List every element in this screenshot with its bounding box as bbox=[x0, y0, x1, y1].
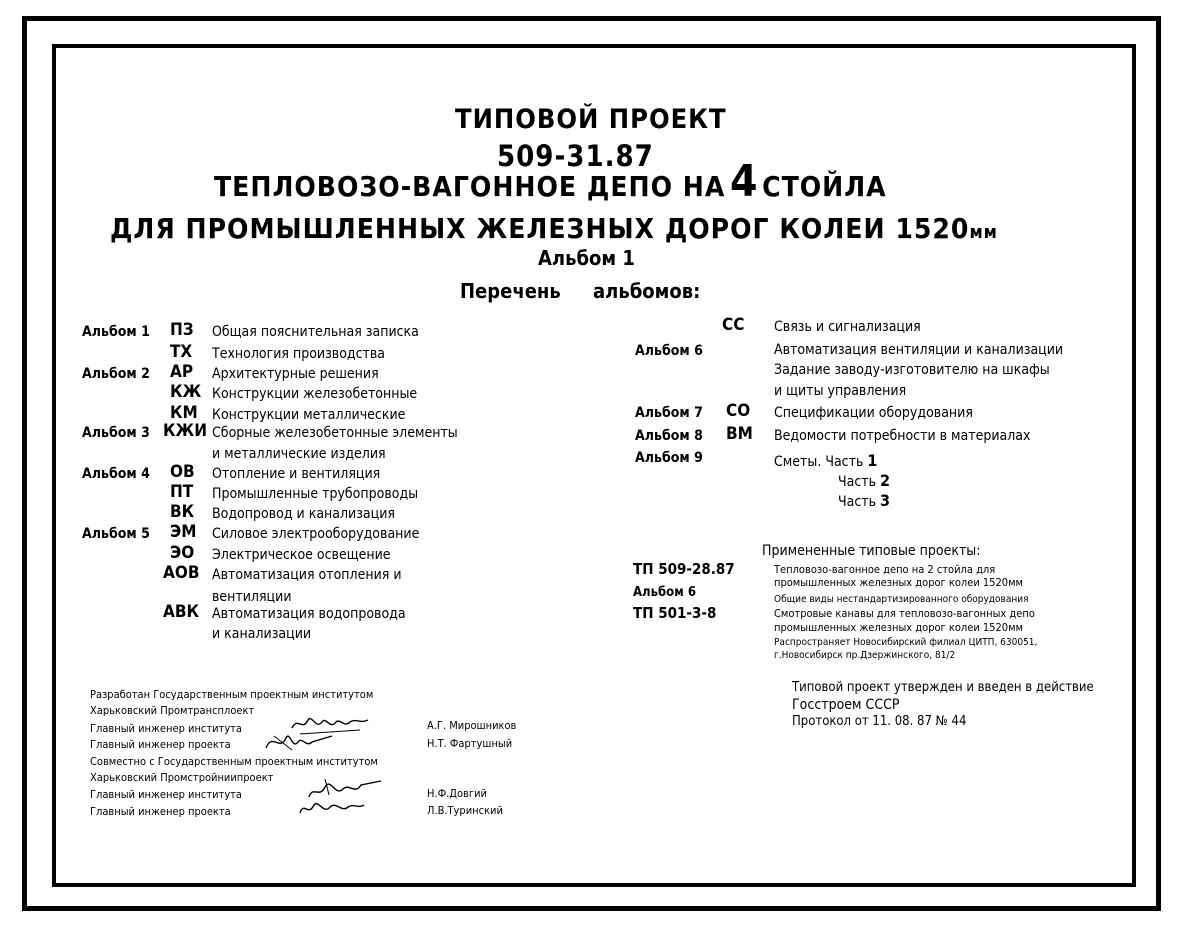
project-number: 509-31.87 bbox=[497, 139, 654, 173]
header-line4 bbox=[110, 212, 998, 245]
applied-album6: Альбом 6 bbox=[633, 585, 696, 600]
smety-label: Сметы. Часть bbox=[774, 454, 864, 470]
left-code: ПЗ bbox=[170, 320, 194, 340]
smety-line bbox=[774, 451, 877, 470]
header-line3-num: 4 bbox=[729, 156, 758, 207]
approval-l1: Типовой проект утвержден и введен в действие bbox=[792, 680, 1094, 695]
signature-2 bbox=[262, 728, 337, 756]
left-code: КМ bbox=[170, 403, 198, 423]
left-code: ТХ bbox=[170, 342, 193, 362]
credits-chief-proj-2: Главный инженер проекта bbox=[90, 805, 231, 818]
text-vm: Ведомости потребности в материалах bbox=[774, 428, 1031, 444]
credits-chief-proj-1: Главный инженер проекта bbox=[90, 738, 231, 751]
left-code: КЖИ bbox=[163, 421, 208, 441]
left-text: Отопление и вентиляция bbox=[212, 466, 381, 482]
left-album-label: Альбом 1 bbox=[82, 324, 150, 340]
part-2-line bbox=[838, 471, 890, 490]
header-line4-text: ДЛЯ ПРОМЫШЛЕННЫХ ЖЕЛЕЗНЫХ ДОРОГ КОЛЕИ 1520 bbox=[110, 212, 970, 245]
album-6: Альбом 6 bbox=[635, 343, 703, 359]
left-text: Конструкции металлические bbox=[212, 407, 406, 423]
signature-4 bbox=[298, 795, 368, 821]
left-text: и канализации bbox=[212, 626, 312, 642]
code-co: СО bbox=[726, 401, 751, 421]
left-album-label: Альбом 3 bbox=[82, 425, 150, 441]
left-text: Автоматизация водопровода bbox=[212, 606, 406, 622]
applied-album6-text: Общие виды нестандартизированного оборудования bbox=[774, 594, 1029, 605]
part-3: 3 bbox=[880, 491, 891, 510]
left-album-label: Альбом 5 bbox=[82, 526, 150, 542]
approval-l2: Госстроем СССР bbox=[792, 697, 900, 713]
part-2-label: Часть bbox=[838, 474, 877, 490]
code-cc: СС bbox=[722, 315, 745, 335]
approval-l3: Протокол от 11. 08. 87 № 44 bbox=[792, 714, 967, 729]
applied-dist-l1: Распространяет Новосибирский филиал ЦИТП, 630051, bbox=[774, 637, 1038, 648]
applied-tp2-l1: Смотровые канавы для тепловозо-вагонных депо bbox=[774, 607, 1035, 620]
left-text: Сборные железобетонные элементы bbox=[212, 425, 458, 441]
header-title: ТИПОВОЙ ПРОЕКТ bbox=[455, 104, 727, 135]
applied-tp1-l2: промышленных железных дорог колеи 1520мм bbox=[774, 576, 1023, 589]
credits-joint-l2: Харьковский Промстройниипроект bbox=[90, 771, 274, 784]
left-text: Промышленные трубопроводы bbox=[212, 486, 419, 502]
applied-tp1: ТП 509-28.87 bbox=[633, 560, 735, 578]
header-line4-unit: мм bbox=[969, 222, 998, 243]
left-text: Общая пояснительная записка bbox=[212, 324, 419, 340]
left-album-label: Альбом 4 bbox=[82, 466, 150, 482]
code-vm: ВМ bbox=[726, 424, 753, 444]
left-text: и металлические изделия bbox=[212, 446, 386, 462]
part-3-line bbox=[838, 491, 890, 510]
album-8: Альбом 8 bbox=[635, 428, 703, 444]
left-code: АР bbox=[170, 362, 194, 382]
left-album-label: Альбом 2 bbox=[82, 366, 150, 382]
credits-chief-proj-1-name: Н.Т. Фартушный bbox=[427, 737, 513, 750]
applied-tp1-l1: Тепловозо-вагонное депо на 2 стойла для bbox=[774, 563, 996, 576]
album-9: Альбом 9 bbox=[635, 450, 703, 466]
text-a6-l2: Задание заводу-изготовителю на шкафы bbox=[774, 362, 1050, 378]
credits-joint-l1: Совместно с Государственным проектным институтом bbox=[90, 755, 378, 768]
text-cc: Связь и сигнализация bbox=[774, 319, 921, 335]
left-code: КЖ bbox=[170, 382, 202, 402]
left-code: ЭМ bbox=[170, 522, 197, 542]
left-text: Автоматизация отопления и bbox=[212, 567, 402, 583]
part-1: 1 bbox=[867, 451, 878, 470]
left-text: Силовое электрооборудование bbox=[212, 526, 420, 542]
left-text: Водопровод и канализация bbox=[212, 506, 395, 522]
left-code: ПТ bbox=[170, 482, 194, 502]
credits-chief-proj-2-name: Л.В.Туринский bbox=[427, 804, 503, 817]
list-heading-b: альбомов: bbox=[593, 279, 701, 303]
text-co: Спецификации оборудования bbox=[774, 405, 973, 421]
left-text: Технология производства bbox=[212, 346, 386, 362]
credits-chief-inst-2: Главный инженер института bbox=[90, 788, 242, 801]
credits-dev-l2: Харьковский Промтрансплоект bbox=[90, 704, 255, 717]
left-text: Конструкции железобетонные bbox=[212, 386, 418, 402]
album-7: Альбом 7 bbox=[635, 405, 703, 421]
applied-tp2: ТП 501-3-8 bbox=[633, 604, 717, 622]
left-code: АВК bbox=[163, 602, 199, 622]
header-line3-b: СТОЙЛА bbox=[762, 170, 887, 203]
text-a6-l3: и щиты управления bbox=[774, 383, 907, 399]
left-text: вентиляции bbox=[212, 589, 292, 605]
applied-title: Примененные типовые проекты: bbox=[762, 543, 981, 559]
header-album: Альбом 1 bbox=[538, 246, 635, 270]
list-heading bbox=[460, 279, 700, 303]
left-code: ВК bbox=[170, 502, 195, 522]
list-heading-a: Перечень bbox=[460, 279, 561, 303]
left-code: АОВ bbox=[163, 563, 200, 583]
applied-dist-l2: г.Новосибирск пр.Дзержинского, 81/2 bbox=[774, 650, 956, 661]
text-a6-l1: Автоматизация вентиляции и канализации bbox=[774, 342, 1064, 358]
credits-chief-inst-2-name: Н.Ф.Довгий bbox=[427, 787, 487, 800]
left-text: Архитектурные решения bbox=[212, 366, 379, 382]
credits-chief-inst-1: Главный инженер института bbox=[90, 722, 242, 735]
applied-tp2-l2: промышленных железных дорог колеи 1520мм bbox=[774, 621, 1023, 634]
credits-dev-l1: Разработан Государственным проектным институтом bbox=[90, 688, 374, 701]
part-2: 2 bbox=[880, 471, 891, 490]
credits-chief-inst-1-name: А.Г. Мирошников bbox=[427, 719, 517, 732]
left-code: ОВ bbox=[170, 462, 195, 482]
part-3-label: Часть bbox=[838, 494, 877, 510]
left-text: Электрическое освещение bbox=[212, 547, 391, 563]
header-line3-a: ТЕПЛОВОЗО-ВАГОННОЕ ДЕПО НА bbox=[214, 170, 726, 203]
left-code: ЭО bbox=[170, 543, 195, 563]
